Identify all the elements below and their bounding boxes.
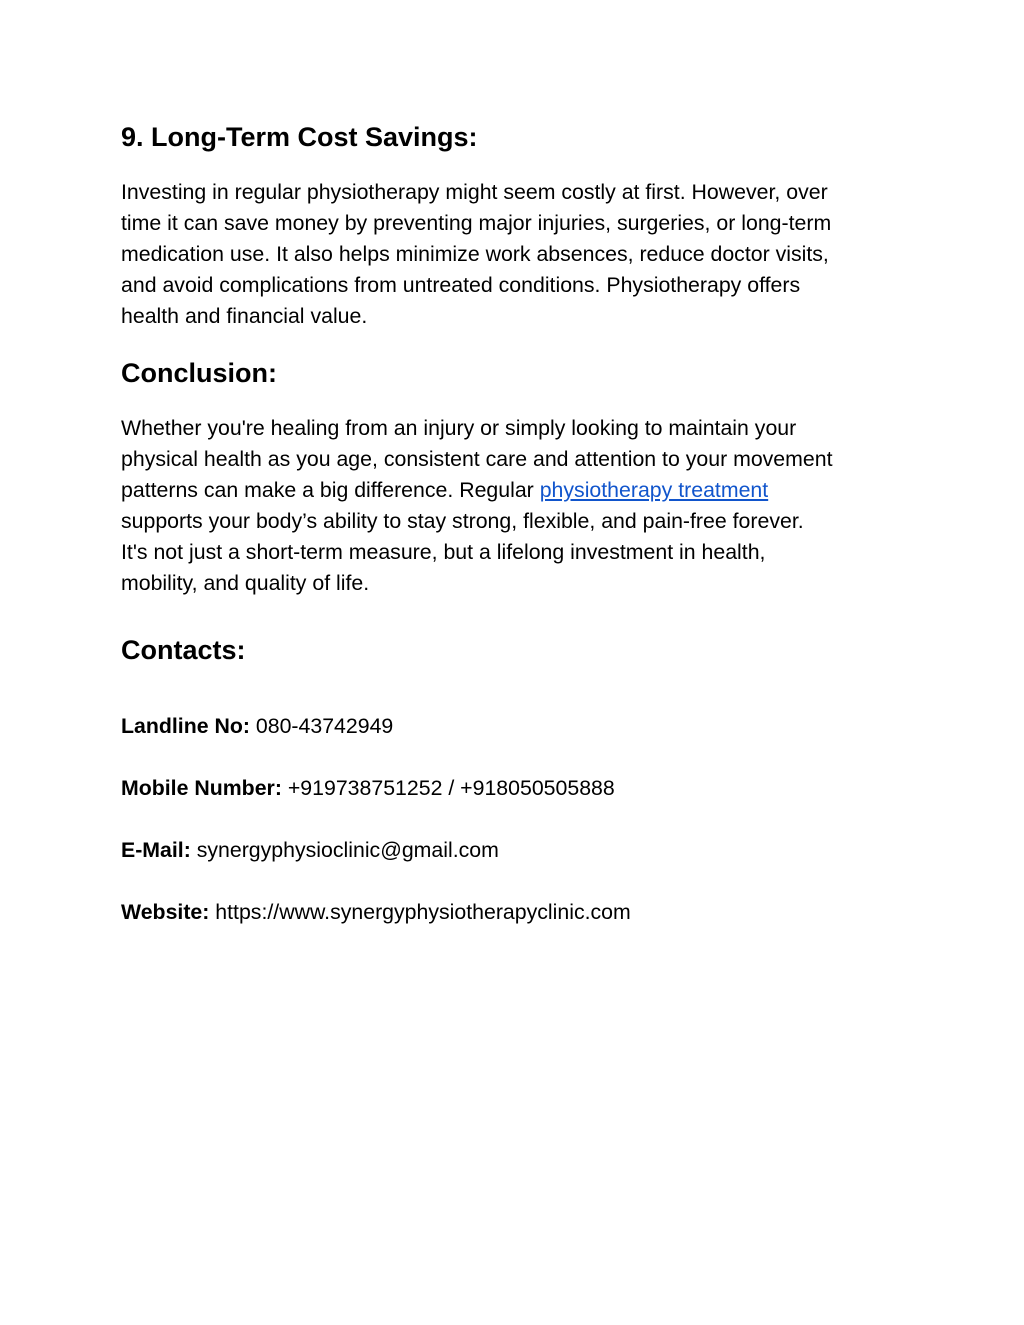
text-line: medication use. It also helps minimize work absences, reduce doctor visits, bbox=[121, 242, 829, 266]
text-line: Investing in regular physiotherapy might seem costly at first. However, over bbox=[121, 180, 828, 204]
text-line: supports your body’s ability to stay strong, flexible, and pain-free forever. bbox=[121, 509, 804, 533]
text-line: patterns can make a big difference. Regular bbox=[121, 478, 540, 502]
paragraph-conclusion bbox=[121, 413, 911, 599]
section-heading-contacts: Contacts: bbox=[121, 635, 246, 665]
landline-value: 080-43742949 bbox=[255, 714, 394, 738]
contact-landline bbox=[121, 712, 393, 740]
text-line: time it can save money by preventing major injuries, surgeries, or long-term bbox=[121, 211, 832, 235]
text-line: physical health as you age, consistent care and attention to your movement bbox=[121, 447, 833, 471]
text-line: and avoid complications from untreated conditions. Physiotherapy offers bbox=[121, 273, 801, 297]
contact-website bbox=[121, 898, 631, 926]
text-line: health and financial value. bbox=[121, 304, 368, 328]
landline-label: Landline No: bbox=[121, 714, 250, 738]
paragraph-cost-savings bbox=[121, 177, 911, 332]
text-line: Whether you're healing from an injury or simply looking to maintain your bbox=[121, 416, 797, 440]
text-line: It's not just a short-term measure, but a lifelong investment in health, bbox=[121, 540, 766, 564]
text-line: mobility, and quality of life. bbox=[121, 571, 370, 595]
mobile-value: +919738751252 / +918050505888 bbox=[287, 776, 615, 800]
mobile-label: Mobile Number: bbox=[121, 776, 282, 800]
email-label: E-Mail: bbox=[121, 838, 191, 862]
website-label: Website: bbox=[121, 900, 210, 924]
section-heading-cost-savings: 9. Long-Term Cost Savings: bbox=[121, 122, 478, 152]
physiotherapy-treatment-link[interactable]: physiotherapy treatment bbox=[539, 478, 769, 502]
contact-mobile bbox=[121, 774, 615, 802]
contact-email bbox=[121, 836, 499, 864]
email-value: synergyphysioclinic@gmail.com bbox=[196, 838, 499, 862]
website-value: https://www.synergyphysiotherapyclinic.com bbox=[215, 900, 631, 924]
section-heading-conclusion: Conclusion: bbox=[121, 358, 277, 388]
